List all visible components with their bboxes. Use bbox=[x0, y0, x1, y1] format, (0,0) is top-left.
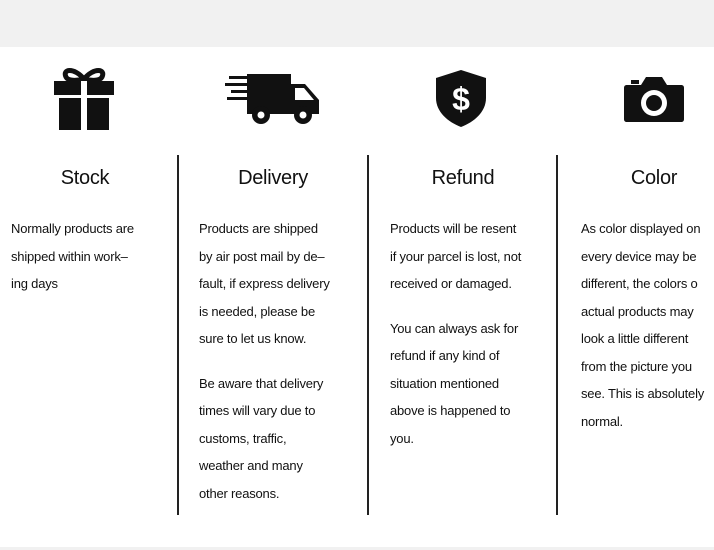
refund-text bbox=[390, 215, 521, 469]
delivery-paragraph-2: Be aware that delivery times will vary due to customs, traffic, weather and many other reasons. bbox=[199, 375, 324, 501]
delivery-text bbox=[199, 215, 330, 524]
color-title: Color bbox=[630, 167, 678, 189]
color-paragraph-1: As color displayed on every device may be different, the colors o actual products may look a little different from the picture you see. This is absolutely normal. bbox=[581, 221, 705, 429]
camera-icon bbox=[622, 65, 686, 131]
stock-title: Stock bbox=[60, 167, 110, 189]
gift-icon bbox=[51, 65, 117, 131]
color-column bbox=[558, 47, 714, 547]
info-banner bbox=[0, 47, 714, 547]
stock-text bbox=[11, 215, 134, 315]
refund-paragraph-1: Products will be resent if your parcel is lost, not received or damaged. bbox=[390, 221, 522, 291]
stock-paragraph-1: Normally products are shipped within work– ing days bbox=[11, 221, 134, 291]
dollar-shield-icon bbox=[433, 65, 489, 131]
color-text bbox=[581, 215, 704, 452]
delivery-paragraph-1: Products are shipped by air post mail by de– fault, if express delivery is needed, please be sure to let us know. bbox=[199, 221, 330, 346]
delivery-title: Delivery bbox=[238, 167, 308, 189]
stock-column bbox=[0, 47, 178, 547]
svg-text:$: $ bbox=[452, 81, 470, 117]
refund-paragraph-2: You can always ask for refund if any kind of situation mentioned above is happened to you. bbox=[390, 320, 519, 446]
refund-title: Refund bbox=[431, 167, 495, 189]
delivery-column bbox=[179, 47, 367, 547]
refund-column bbox=[369, 47, 556, 547]
delivery-truck-icon bbox=[225, 65, 321, 131]
